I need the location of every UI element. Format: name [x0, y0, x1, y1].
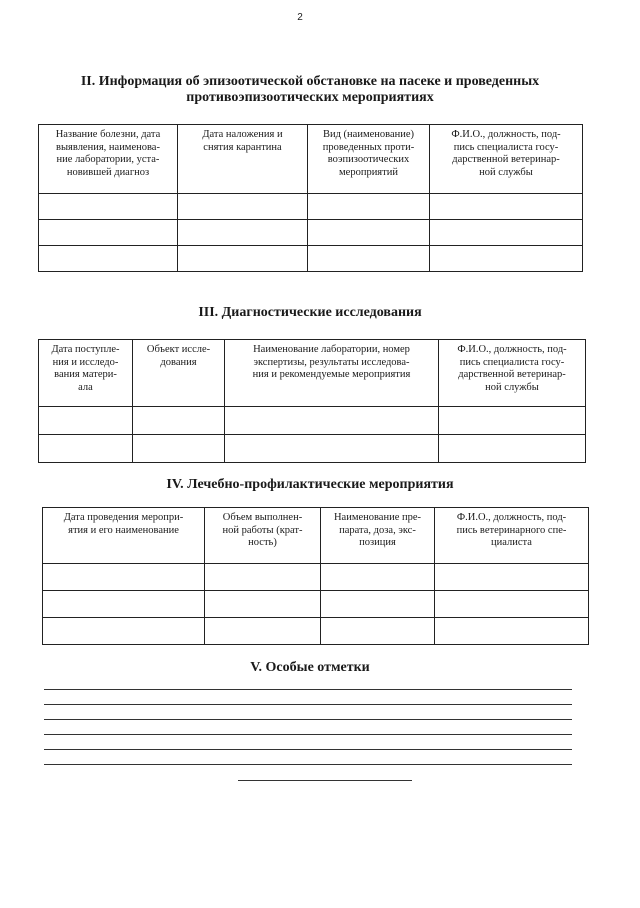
remark-line[interactable] — [44, 764, 572, 765]
section3-title: III. Диагностические исследования — [198, 305, 422, 320]
table-row — [39, 435, 586, 463]
remark-line[interactable] — [44, 719, 572, 720]
table-cell[interactable] — [133, 407, 225, 435]
page-number: 2 — [297, 12, 303, 23]
table-cell[interactable] — [321, 564, 435, 591]
diagnostic-studies-table — [38, 339, 586, 463]
table-cell[interactable] — [435, 591, 589, 618]
table-cell[interactable] — [43, 591, 205, 618]
epizootic-info-table — [38, 124, 583, 272]
table-row — [39, 220, 583, 246]
table-cell[interactable] — [430, 220, 583, 246]
remark-line[interactable] — [44, 734, 572, 735]
table-cell[interactable] — [439, 407, 586, 435]
column-header-measures: Вид (наименование) проведенных проти- воэпизоотических мероприятий — [308, 125, 430, 194]
table-cell[interactable] — [308, 246, 430, 272]
section4-title: IV. Лечебно-профилактические мероприятия — [166, 477, 454, 492]
column-header-specialist-signature: Ф.И.О., должность, под- пись ветеринарного спе- циалиста — [435, 508, 589, 564]
table-cell[interactable] — [321, 618, 435, 645]
column-header-sample-date: Дата поступле- ния и исследо- вания матери- ала — [39, 340, 133, 407]
table-row — [43, 618, 589, 645]
column-header-lab-results: Наименование лаборатории, номер экспертизы, результаты исследова- ния и рекомендуемые мероприятия — [225, 340, 439, 407]
table-cell[interactable] — [308, 194, 430, 220]
section5-title: V. Особые отметки — [250, 660, 370, 675]
table-row — [39, 246, 583, 272]
table-cell[interactable] — [430, 194, 583, 220]
column-header-work-volume: Объем выполнен- ной работы (крат- ность) — [205, 508, 321, 564]
column-header-drug-dose: Наименование пре- парата, доза, экс- позиция — [321, 508, 435, 564]
table-cell[interactable] — [39, 194, 178, 220]
table-cell[interactable] — [205, 618, 321, 645]
table-cell[interactable] — [439, 435, 586, 463]
table-cell[interactable] — [178, 194, 308, 220]
column-header-quarantine-dates: Дата наложения и снятия карантина — [178, 125, 308, 194]
table-cell[interactable] — [133, 435, 225, 463]
column-header-specialist-signature: Ф.И.О., должность, под- пись специалиста госу- дарственной ветеринар- ной службы — [430, 125, 583, 194]
table-cell[interactable] — [39, 246, 178, 272]
column-header-specialist-signature: Ф.И.О., должность, под- пись специалиста госу- дарственной ветеринар- ной службы — [439, 340, 586, 407]
table-cell[interactable] — [205, 591, 321, 618]
remark-line[interactable] — [44, 749, 572, 750]
table-row — [39, 194, 583, 220]
section2-title-line2: противоэпизоотических мероприятиях — [186, 90, 434, 105]
table-cell[interactable] — [39, 435, 133, 463]
end-of-form-divider — [238, 780, 412, 781]
table-cell[interactable] — [321, 591, 435, 618]
table-cell[interactable] — [430, 246, 583, 272]
table-row — [43, 564, 589, 591]
table-cell[interactable] — [178, 246, 308, 272]
table-cell[interactable] — [225, 407, 439, 435]
column-header-event-date-name: Дата проведения меропри- ятия и его наименование — [43, 508, 205, 564]
table-cell[interactable] — [308, 220, 430, 246]
remark-line[interactable] — [44, 689, 572, 690]
column-header-study-object: Объект иссле- дования — [133, 340, 225, 407]
table-cell[interactable] — [178, 220, 308, 246]
table-row — [43, 591, 589, 618]
remark-line[interactable] — [44, 704, 572, 705]
column-header-disease: Название болезни, дата выявления, наименова- ние лаборатории, уста- новившей диагноз — [39, 125, 178, 194]
table-cell[interactable] — [43, 618, 205, 645]
table-cell[interactable] — [205, 564, 321, 591]
section2-title — [20, 74, 600, 106]
section2-title-line1: II. Информация об эпизоотической обстановке на пасеке и проведенных — [80, 74, 540, 89]
table-row — [39, 407, 586, 435]
table-cell[interactable] — [39, 407, 133, 435]
table-cell[interactable] — [39, 220, 178, 246]
table-cell[interactable] — [225, 435, 439, 463]
table-cell[interactable] — [435, 564, 589, 591]
treatment-measures-table — [42, 507, 589, 645]
table-cell[interactable] — [435, 618, 589, 645]
table-cell[interactable] — [43, 564, 205, 591]
